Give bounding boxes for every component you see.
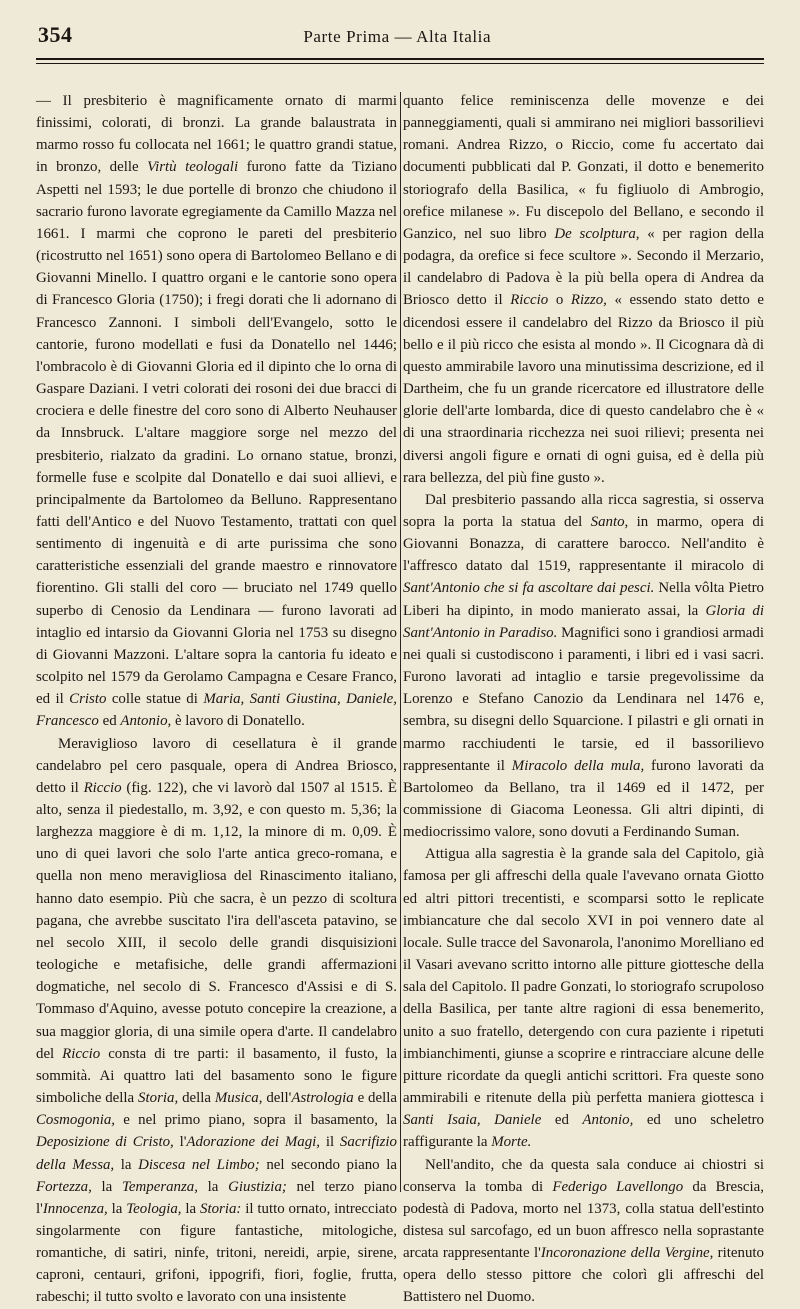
italic-text: Santi Isaia, Daniele (403, 1112, 542, 1129)
italic-text: Storia, (138, 1090, 179, 1107)
italic-text: Musica, (214, 1090, 263, 1107)
italic-text: Fortezza, (36, 1178, 92, 1195)
text-run: Nell'andito, che da questa sala conduce ai chiostri si conserva la tomba di (403, 1156, 764, 1195)
italic-text: Cristo (69, 691, 107, 708)
text-run: e della (353, 1090, 397, 1107)
italic-text: Incoronazione della Vergine, (540, 1245, 714, 1262)
text-columns (36, 90, 765, 1306)
italic-text: Antonio, (582, 1112, 634, 1129)
text-run: il tutto ornato, intrecciato singolarmente con figure fantastiche, mitologiche, romantiche, di satiri, ninfe, tritoni, nereidi, arpie, sirene, caproni, centauri, grifoni, ippogrifi, fiori, foglie, frutta, rabeschi; il tutto svolto e lavorato con una insistente (36, 1200, 397, 1306)
italic-text: Riccio (62, 1045, 101, 1062)
italic-text: Maria, Santi Giustina, Daniele, Francesco (36, 691, 397, 730)
text-run: la (181, 1200, 200, 1217)
italic-text: Discesa nel Limbo; (138, 1156, 260, 1173)
text-run: ed uno scheletro raffigurante la (403, 1112, 765, 1151)
italic-text: Temperanza, (121, 1178, 198, 1195)
text-run: il (320, 1134, 340, 1151)
italic-text: Teologia, (126, 1200, 182, 1217)
text-run: (fig. 122), che vi lavorò dal 1507 al 1515. È alto, senza il piedestallo, m. 3,92, e con questo m. 5,36; la larghezza maggiore è di m. 1,12, la minore di m. 0,09. È uno di quei lavori che solo l'arte antica greco-romana, e quella non meno meravigliosa del Rinascimento italiano, hanno dato esempio. Più che sacra, è un pezzo di scoltura pagana, che avrebbe suscitato l'ira dell'asceta patavino, se nel secolo XIII, il secolo delle grandi disquisizioni teologiche e metafisiche, delle grandi affermazioni dogmatiche, nel secolo di S. Francesco d'Assisi e di S. Tommaso d'Aquino, avesse potuto concepire la creazione, a sua maggior gloria, di una simile opera d'arte. Il candelabro del (36, 779, 397, 1062)
paragraph (403, 1154, 764, 1309)
paragraph (403, 843, 764, 1153)
text-run: ed (98, 713, 121, 730)
italic-text: Santo, (590, 513, 629, 530)
text-run: « essendo stato detto e dicendosi essere il candelabro del Rizzo da Briosco il più bello e il più ricco che esista al mondo ». Il Cicognara dà di questo ammirabile lavoro una minutissima descrizione, ed il Dartheim, che fu un grande ricercatore ed illustratore delle glorie dell'arte lombarda, dice di questo candelabro che è « di una straordinaria ricchezza nei suoi rilievi; presenta nei diversi angoli figure e ornati di ogni guisa, ed è della più rara bellezza, del più fine gusto ». (403, 292, 764, 486)
running-title: Parte Prima — Alta Italia (303, 27, 492, 46)
italic-text: Rizzo, (570, 292, 607, 309)
column-divider (400, 92, 401, 1192)
text-run: quanto felice reminiscenza delle movenze e dei panneggiamenti, quali si ammirano nei migliori bassorilievi romani. Andrea Rizzo, o Riccio, come fu accertato dai documenti pubblicati dal P. Gonzati, il dotto e benemerito storiografo della Basilica, « fu figliuolo di Ambrogio, orefice milanese ». Fu discepolo del Bellano, e secondo il Ganzico, nel suo libro (403, 93, 764, 242)
text-run: Dal presbiterio passando alla ricca sagrestia, si osserva sopra la porta la statua del (403, 491, 764, 530)
text-run: da Brescia, podestà di Padova, morto nel 1373, colla statua dell'estinto distesa sul sarcofago, ed un buon affresco nella soprastante arcata rappresentante l' (403, 1178, 765, 1262)
italic-text: Virtù teologali (147, 159, 239, 176)
text-run: Magnifici sono i grandiosi armadi nei quali si custodiscono i paramenti, i libri ed i vasi sacri. Furono lavorati ad intaglio e tarsie pregevolissime da Lorenzo e Stefano Canozio da Lendinara nel 1476 e, sembra, su disegni dello Squarcione. I pilastri e gli ornati in marmo racchiudenti le tarsie, ed il bassorilievo rappresentante il (403, 624, 764, 774)
left-column (36, 90, 398, 1306)
text-run: l' (173, 1134, 187, 1151)
right-column (403, 90, 765, 1306)
paragraph (403, 90, 764, 489)
text-run: la (107, 1200, 127, 1217)
italic-text: Riccio (83, 779, 122, 796)
text-run: — Il presbiterio è magnificamente ornato di marmi finissimi, colorati, di bronzi. La grande balaustrata in marmo rosso fu collocata nel 1661; le quattro grandi statue, in bronzo, delle (36, 93, 397, 176)
italic-text: Miracolo della mula, (511, 757, 645, 774)
header-rule-thin (36, 63, 764, 64)
text-run: Meraviglioso lavoro di cesellatura è il grande candelabro pel cero pasquale, opera di Andrea Briosco, detto il (36, 735, 397, 796)
text-run: nel secondo piano la (259, 1156, 397, 1173)
italic-text: Adorazione dei Magi, (186, 1134, 321, 1151)
text-run: furono fatte da Tiziano Aspetti nel 1593; le due portelle di bronzo che chiudono il sacrario furono lavorate egregiamente da Camillo Mazza nel 1661. I marmi che coprono le pareti del presbiterio (ricostrutto nel 1651) sono opera di Bartolomeo Bellano e di Giovanni Minello. I quattro organi e le cantorie sono opera di Francesco Gloria (1750); i fregi dorati che li adornano di Francesco Zannoni. I simboli dell'Evangelo, sotto le cantorie, furono modellati e fusi da Donatello nel 1446; l'ombracolo è di Giovanni Gloria ed il dipinto che lo orna di Gaspare Daziani. I vetri colorati dei rosoni dei due bracci di crociera e delle finestre del coro sono di Alberto Neuhauser da Innsbruck. L'altare maggiore sorge nel mezzo del presbiterio, rialzato da gradini. Lo ornano statue, bronzi, formelle fuse e scolpite dal Donatello e dai suoi allievi, e principalmente da Bartolomeo da Belluno. Rappresentano fatti dell'Antico e del Nuovo Testamento, trattati con quel sentimento di ingenuità e di arte purissima che sono caratteristiche essenziali del grande maestro e rinnovatore fiorentino. Gli stalli del coro — bruciato nel 1749 quello superbo di Cenosio da Lendinara — furono lavorati ad intaglio ed intarsio da Giovanni Gloria nel 1753 su disegno di Giovanni Mazzoni. L'altare sopra la cantoria fu ideato e scolpito nel 1579 da Gerolamo Campagna e Cesare Franco, ed il (36, 159, 397, 708)
text-run: ritenuto opera dello stesso pittore che colorì gli affreschi del Battistero nel Duomo. (403, 1245, 764, 1306)
italic-text: Astrologia (291, 1090, 354, 1107)
italic-text: Giustizia; (228, 1178, 287, 1195)
italic-text: Innocenza, (42, 1200, 108, 1217)
text-run: e nel primo piano, sopra il basamento, la (115, 1112, 397, 1129)
italic-text: Morte. (491, 1134, 532, 1151)
paragraph (36, 733, 397, 1309)
header-rule-thick (36, 58, 764, 60)
text-run: la (197, 1178, 229, 1195)
text-run: in marmo, opera di Giovanni Bonazza, di carattere barocco. Nell'andito è l'affresco datato dal 1519, rappresentante il miracolo di (403, 513, 764, 575)
text-run: consta di tre parti: il basamento, il fusto, la sommità. Ai quattro lati del basamento sono le figure simboliche della (36, 1045, 397, 1107)
italic-text: Riccio (510, 292, 549, 309)
text-run: nel terzo piano l' (36, 1178, 397, 1217)
italic-text: Storia: (200, 1200, 242, 1217)
italic-text: De scolptura, (554, 225, 640, 242)
text-run: Attigua alla sagrestia è la grande sala del Capitolo, già famosa per gli affreschi della quale l'avevano ornata Giotto ed altri pittori trecentisti, e scomparsi sotto le replicate imbiancature che dal secolo XVI in poi vennero date al locale. Sulle tracce del Savonarola, l'anonimo Morelliano ed il Vasari avevano scritto intorno alle pitture giottesche della sala del Capitolo. Il padre Gonzati, lo storiografo scrupoloso della Basilica, per tante altre ragioni di essa benemerito, unito a suo fratello, detergendo con cura paziente i ripetuti imbianchimenti, giunse a scoprire e rintracciare alcune delle pitture ricordate da quegli antichi scrittori. Fra queste sono ammirabili e ritenute della più perfetta maniera giottesca i (403, 846, 764, 1107)
page-header (38, 22, 762, 56)
text-run: la (114, 1156, 139, 1173)
paragraph (36, 90, 397, 733)
italic-text: Sant'Antonio che si fa ascoltare dai pesci. (403, 580, 655, 597)
italic-text: Federigo Lavellongo (552, 1178, 684, 1195)
page-number: 354 (38, 22, 73, 47)
text-run: dell' (262, 1090, 292, 1107)
italic-text: Gloria di Sant'Antonio in Paradiso. (403, 602, 764, 641)
text-run: Nella vôlta Pietro Liberi ha dipinto, in modo manierato assai, la (403, 580, 764, 619)
text-run: furono lavorati da Bartolomeo da Bellano, tra il 1469 ed il 1472, per commissione di Giacoma Leonessa. Gli altri dipinti, di mediocrissimo valore, sono dovuti a Ferdinando Suman. (403, 757, 764, 841)
text-run: o (548, 292, 571, 309)
text-run: è lavoro di Donatello. (171, 713, 305, 730)
text-run: « per ragion della podagra, da orefice si fece scultore ». Secondo il Merzario, il candelabro di Padova è la più bella opera di Andrea da Briosco detto il (403, 225, 764, 309)
text-run: della (178, 1090, 215, 1107)
italic-text: Sacrifizio della Messa, (36, 1134, 398, 1173)
italic-text: Cosmogonia, (36, 1112, 116, 1129)
italic-text: Deposizione di Cristo, (36, 1134, 174, 1151)
italic-text: Antonio, (120, 713, 172, 730)
text-run: la (91, 1178, 122, 1195)
paragraph (403, 489, 764, 844)
text-run: ed (541, 1112, 583, 1129)
text-run: colle statue di (106, 691, 204, 708)
